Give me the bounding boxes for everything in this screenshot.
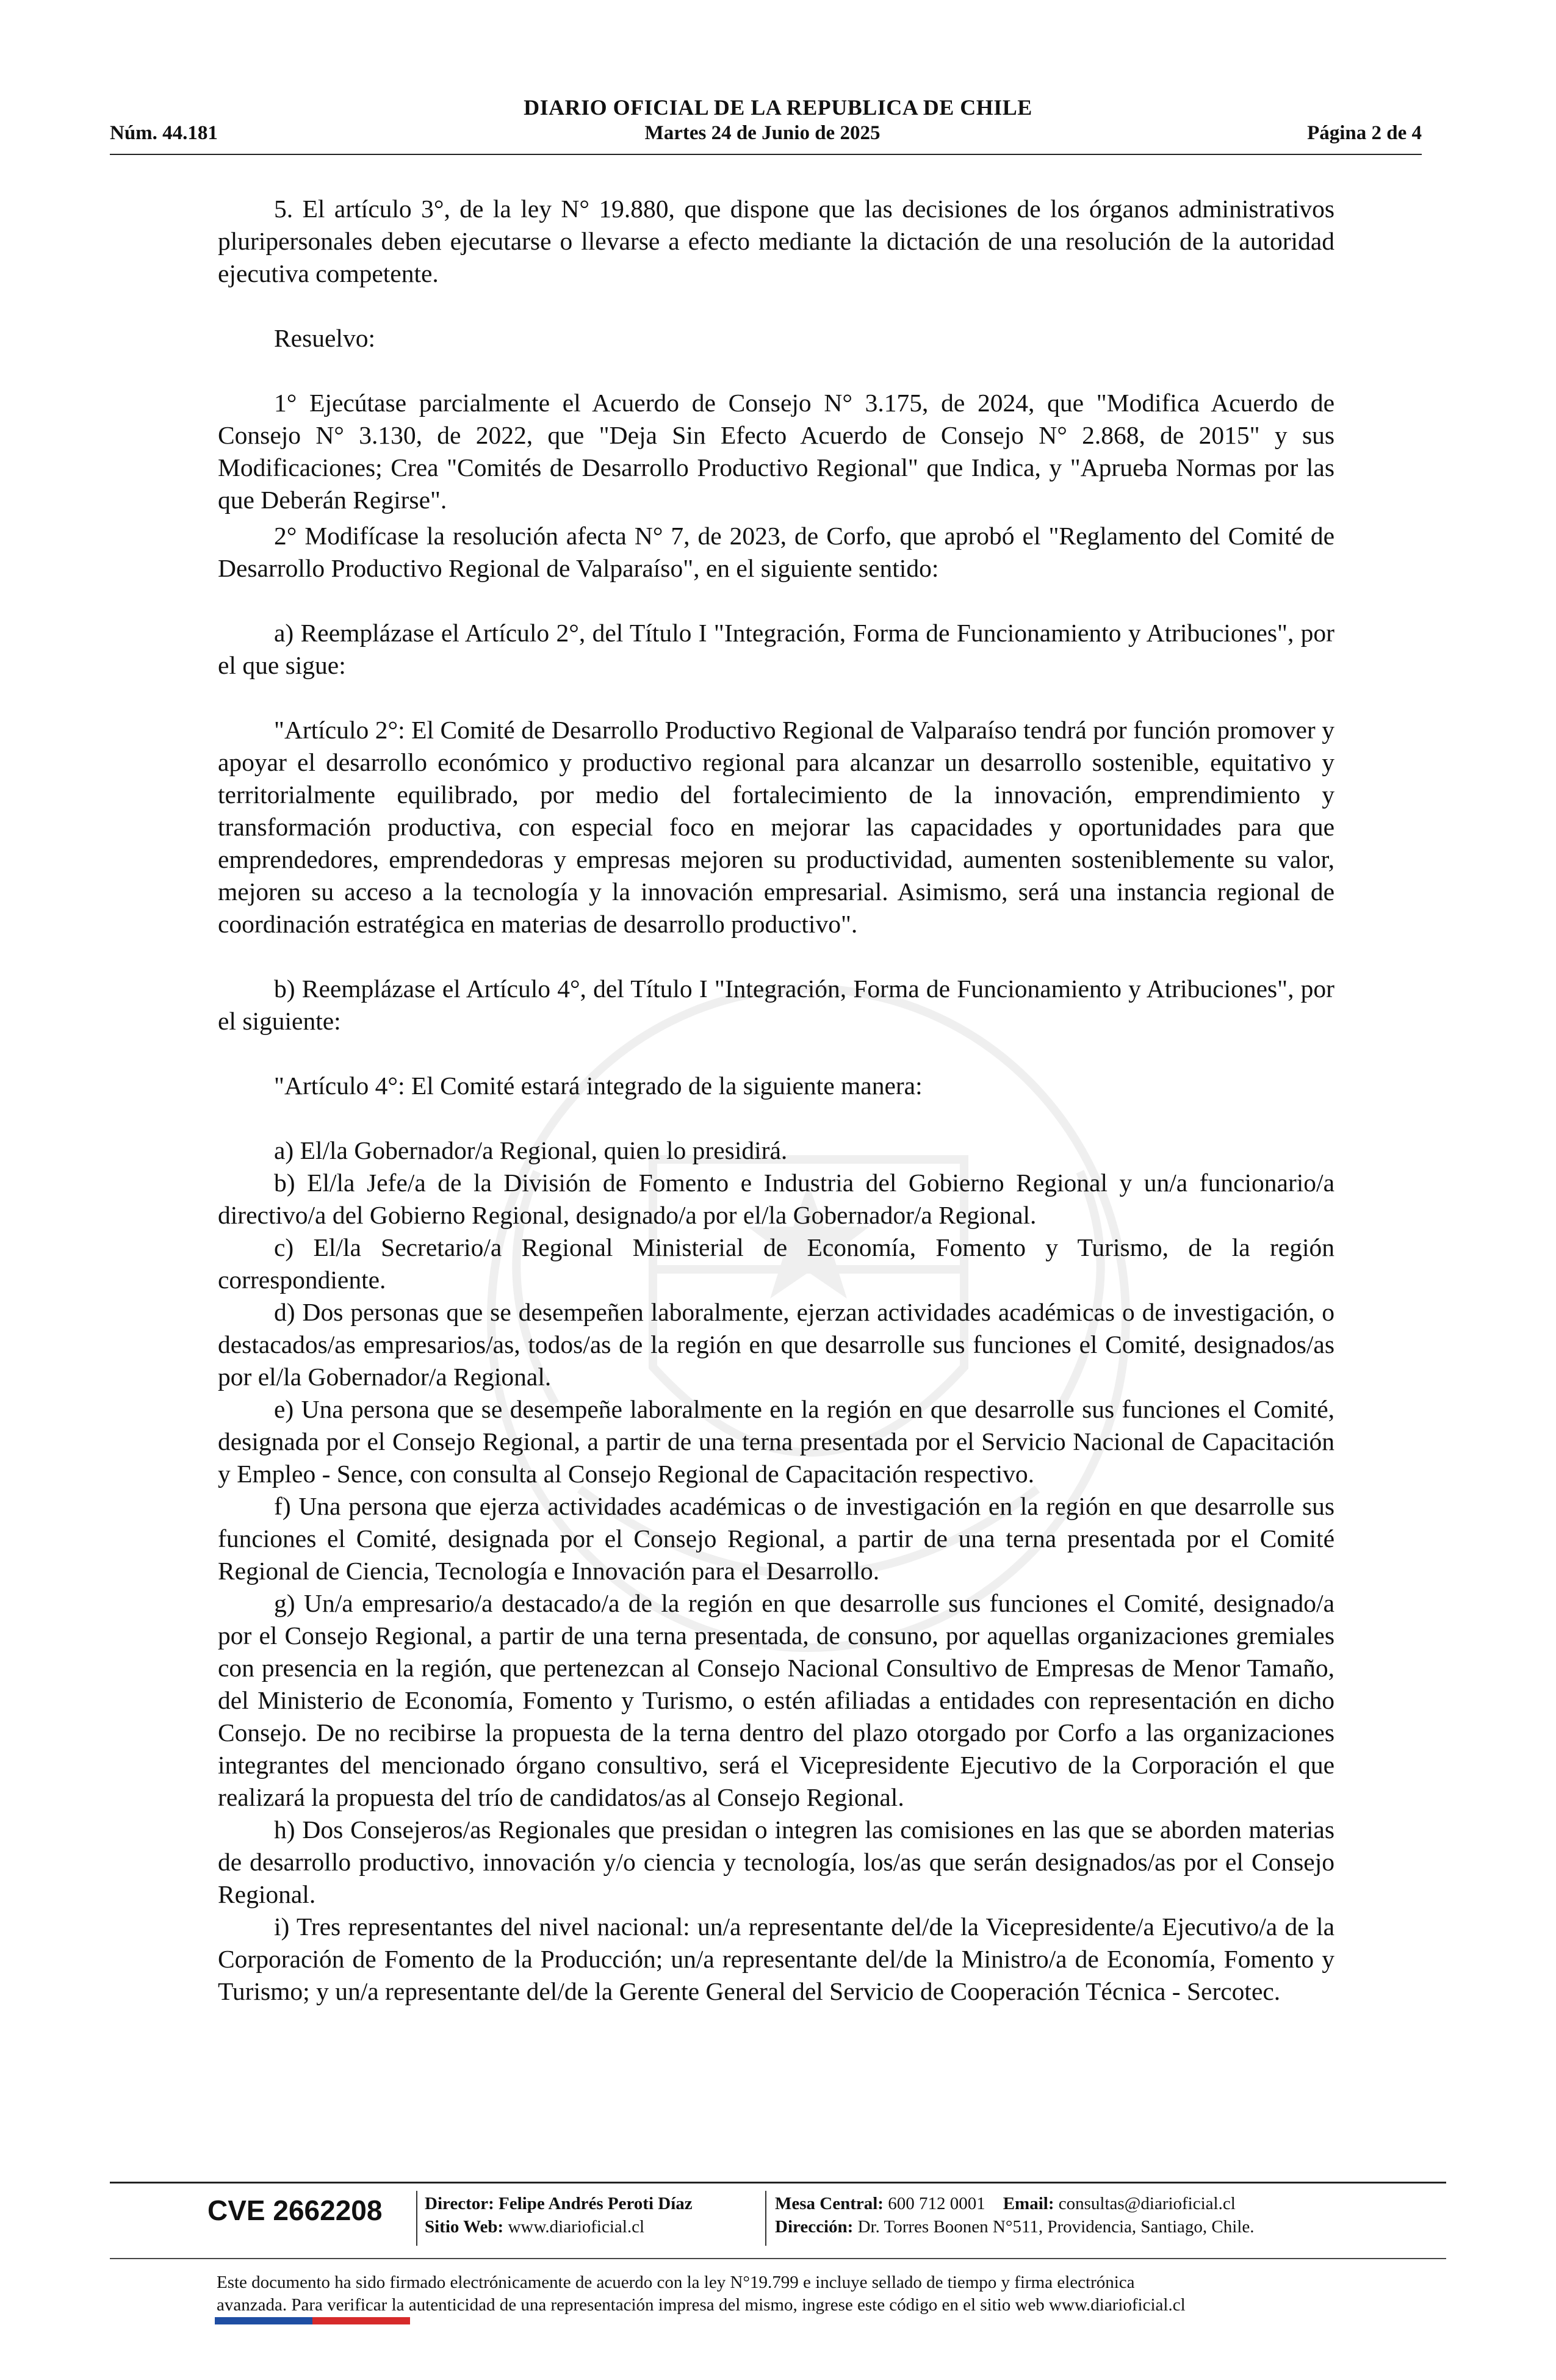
email-link[interactable]: consultas@diarioficial.cl	[1058, 2194, 1236, 2213]
footer-separator	[765, 2191, 766, 2246]
member-item-f: f) Una persona que ejerza actividades académicas o de investigación en la región en que desarrolle sus funciones el Comité, designada por el Consejo Regional, a partir de una terna presentada por el Comité Regional de Ciencia, Tecnología e Innovación para el Desarrollo.	[218, 1492, 1334, 1585]
page-indicator: Página 2 de 4	[1307, 122, 1422, 144]
footer-director-block	[425, 2192, 693, 2238]
header-row	[110, 122, 1422, 145]
publication-title: DIARIO OFICIAL DE LA REPUBLICA DE CHILE	[524, 95, 1032, 120]
footer-divider-top	[110, 2182, 1446, 2183]
cve-code: CVE 2662208	[207, 2194, 383, 2226]
flag-stripe	[215, 2317, 410, 2324]
footer-divider-bottom	[110, 2258, 1446, 2259]
director-label: Director:	[425, 2194, 494, 2213]
member-item-h: h) Dos Consejeros/as Regionales que presidan o integren las comisiones en las que se aborden materias de desarrollo productivo, innovación y/o ciencia y tecnología, los/as que serán designados/as por el Consejo Regional.	[218, 1816, 1334, 1908]
modification-b: b) Reemplázase el Artículo 4°, del Título I "Integración, Forma de Funcionamiento y Atribuciones", por el siguiente:	[218, 975, 1334, 1035]
header-divider	[110, 154, 1422, 155]
address-label: Dirección:	[775, 2217, 854, 2237]
member-item-d: d) Dos personas que se desempeñen laboralmente, ejerzan actividades académicas o de investigación, o destacados/as empresarios/as, todos/as de la región en que desarrolle sus funciones el Comité, designados/as por el/la Gobernador/a Regional.	[218, 1298, 1334, 1391]
article-2-text: "Artículo 2°: El Comité de Desarrollo Productivo Regional de Valparaíso tendrá por función promover y apoyar el desarrollo económico y productivo regional para alcanzar un desarrollo sostenible, equitativo y territorialmente equilibrado, por medio del fortalecimiento de la innovación, emprendimiento y transformación productiva, con especial foco en mejorar las capacidades y oportunidades para que emprendedores, emprendedoras y empresas mejoren su productividad, aumenten sosteniblemente su valor, mejoren su acceso a la tecnología y la innovación empresarial. Asimismo, será una instancia regional de coordinación estratégica en materias de desarrollo productivo".	[218, 716, 1334, 938]
phone-number: 600 712 0001	[888, 2194, 985, 2213]
issue-number: Núm. 44.181	[110, 122, 218, 144]
modification-a: a) Reemplázase el Artículo 2°, del Título I "Integración, Forma de Funcionamiento y Atribuciones", por el que sigue:	[218, 619, 1334, 679]
phone-label: Mesa Central:	[775, 2194, 884, 2213]
resolution-1: 1° Ejecútase parcialmente el Acuerdo de Consejo N° 3.175, de 2024, que "Modifica Acuerdo de Consejo N° 3.130, de 2022, que "Deja Sin Efecto Acuerdo de Consejo N° 2.868, de 2015" y sus Modificaciones; Crea "Comités de Desarrollo Productivo Regional" que Indica, y "Aprueba Normas por las que Deberán Regirse".	[218, 389, 1334, 514]
member-item-a: a) El/la Gobernador/a Regional, quien lo presidirá.	[274, 1136, 788, 1164]
flag-stripe-blue	[215, 2317, 312, 2324]
footer-contact-block	[775, 2192, 1254, 2238]
email-label: Email:	[1003, 2194, 1054, 2213]
flag-stripe-red	[312, 2317, 410, 2324]
member-item-e: e) Una persona que se desempeñe laboralmente en la región en que desarrolle sus funciones el Comité, designada por el Consejo Regional, a partir de una terna presentada por el Servicio Nacional de Capacitación y Empleo - Sence, con consulta al Consejo Regional de Capacitación respectivo.	[218, 1395, 1334, 1488]
member-item-c: c) El/la Secretario/a Regional Ministerial de Economía, Fomento y Turismo, de la región correspondiente.	[218, 1233, 1334, 1294]
site-label: Sitio Web:	[425, 2217, 504, 2237]
article-4-intro: "Artículo 4°: El Comité estará integrado de la siguiente manera:	[274, 1072, 923, 1100]
footer-separator	[416, 2191, 417, 2246]
issue-date: Martes 24 de Junio de 2025	[644, 122, 881, 144]
site-link[interactable]: www.diarioficial.cl	[508, 2217, 645, 2237]
resolution-2: 2° Modifícase la resolución afecta N° 7, de 2023, de Corfo, que aprobó el "Reglamento del Comité de Desarrollo Productivo Regional de Valparaíso", en el siguiente sentido:	[218, 522, 1334, 582]
signature-notice	[217, 2271, 1336, 2317]
signature-notice-line-1: Este documento ha sido firmado electrónicamente de acuerdo con la ley N°19.799 e incluye sellado de tiempo y firma electrónica	[217, 2273, 1135, 2292]
member-item-b: b) El/la Jefe/a de la División de Fomento e Industria del Gobierno Regional y un/a funcionario/a directivo/a del Gobierno Regional, designado/a por el/la Gobernador/a Regional.	[218, 1169, 1334, 1229]
director-name: Felipe Andrés Peroti Díaz	[499, 2194, 693, 2213]
member-item-g: g) Un/a empresario/a destacado/a de la región en que desarrolle sus funciones el Comité, designado/a por el Consejo Regional, a partir de una terna presentada, de consuno, por aquellas organizaciones gremiales con presencia en la región, que pertenezcan al Consejo Nacional Consultivo de Empresas de Menor Tamaño, del Ministerio de Economía, Fomento y Turismo, o estén afiliadas a entidades con representación en dicho Consejo. De no recibirse la propuesta de la terna dentro del plazo otorgado por Corfo a las organizaciones integrantes del mencionado órgano consultivo, será el Vicepresidente Ejecutivo de la Corporación el que realizará la propuesta del trío de candidatos/as al Consejo Regional.	[218, 1589, 1334, 1811]
considerando-5: 5. El artículo 3°, de la ley N° 19.880, que dispone que las decisiones de los órganos administrativos pluripersonales deben ejecutarse o llevarse a efecto mediante la dictación de una resolución de la autoridad ejecutiva competente.	[218, 195, 1334, 287]
address-text: Dr. Torres Boonen N°511, Providencia, Santiago, Chile.	[857, 2217, 1255, 2237]
signature-notice-line-2: avanzada. Para verificar la autenticidad de una representación impresa del mismo, ingrese este código en el sitio web www.diarioficial.cl	[217, 2295, 1186, 2315]
resuelvo-heading: Resuelvo:	[274, 324, 375, 352]
document-body	[218, 193, 1334, 2008]
member-item-i: i) Tres representantes del nivel nacional: un/a representante del/de la Vicepresidente/a Ejecutivo/a de la Corporación de Fomento de la Producción; un/a representante del/de la Ministro/a de Economía, Fomento y Turismo; y un/a representante del/de la Gerente General del Servicio de Cooperación Técnica - Sercotec.	[218, 1913, 1334, 2005]
